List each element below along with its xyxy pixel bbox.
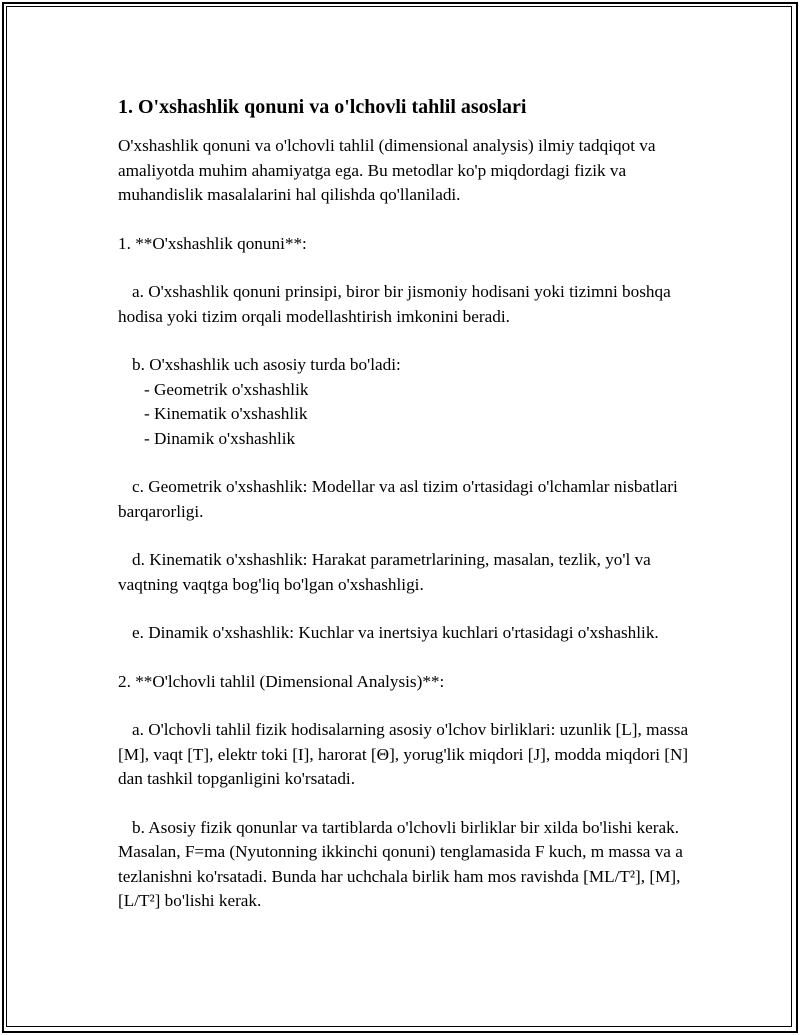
section1-item-e: e. Dinamik o'xshashlik: Kuchlar va inertsiya kuchlari o'rtasidagi o'xshashlik.	[132, 623, 659, 642]
list-item: - Kinematik o'xshashlik	[144, 404, 308, 423]
intro-paragraph: O'xshashlik qonuni va o'lchovli tahlil (dimensional analysis) ilmiy tadqiqot va amaliyotda muhim ahamiyatga ega. Bu metodlar ko'p miqdordagi fizik va muhandislik masalalarini hal qilishda qo'llaniladi.	[118, 136, 656, 204]
section1-heading: 1. **O'xshashlik qonuni**:	[118, 233, 307, 253]
section1-item-b	[118, 353, 698, 451]
document-body	[118, 94, 698, 938]
list-item: - Dinamik o'xshashlik	[144, 428, 296, 448]
section2-item-b: b. Asosiy fizik qonunlar va tartiblarda o'lchovli birliklar bir xilda bo'lishi kerak. Masalan, F=ma (Nyutonning ikkinchi qonuni) tenglamasida F kuch, m massa va a tezlanishni ko'rsatadi. Bunda har uchchala birlik ham mos ravishda [ML/T²], [M], [L/T²] bo'lishi kerak.	[118, 817, 683, 910]
section1-item-a: a. O'xshashlik qonuni prinsipi, biror bir jismoniy hodisani yoki tizimni boshqa hodisa yoki tizim orqali modellashtirish imkonini beradi.	[118, 282, 671, 326]
section1-item-b-heading: b. O'xshashlik uch asosiy turda bo'ladi:	[132, 355, 401, 374]
section2-heading: 2. **O'lchovli tahlil (Dimensional Analysis)**:	[118, 671, 445, 691]
document-title: 1. O'xshashlik qonuni va o'lchovli tahlil asoslari	[118, 96, 527, 118]
section2-item-a: a. O'lchovli tahlil fizik hodisalarning asosiy o'lchov birliklari: uzunlik [L], massa [M], vaqt [T], elektr toki [I], harorat [Θ], yorug'lik miqdori [J], modda miqdori [N] dan tashkil topganligini ko'rsatadi.	[118, 720, 689, 788]
list-item: - Geometrik o'xshashlik	[144, 379, 309, 399]
section1-item-c: c. Geometrik o'xshashlik: Modellar va asl tizim o'rtasidagi o'lchamlar nisbatlari barqarorligi.	[118, 477, 678, 521]
section1-item-d: d. Kinematik o'xshashlik: Harakat parametrlarining, masalan, tezlik, yo'l va vaqtning vaqtga bog'liq bo'lgan o'xshashligi.	[118, 550, 651, 594]
